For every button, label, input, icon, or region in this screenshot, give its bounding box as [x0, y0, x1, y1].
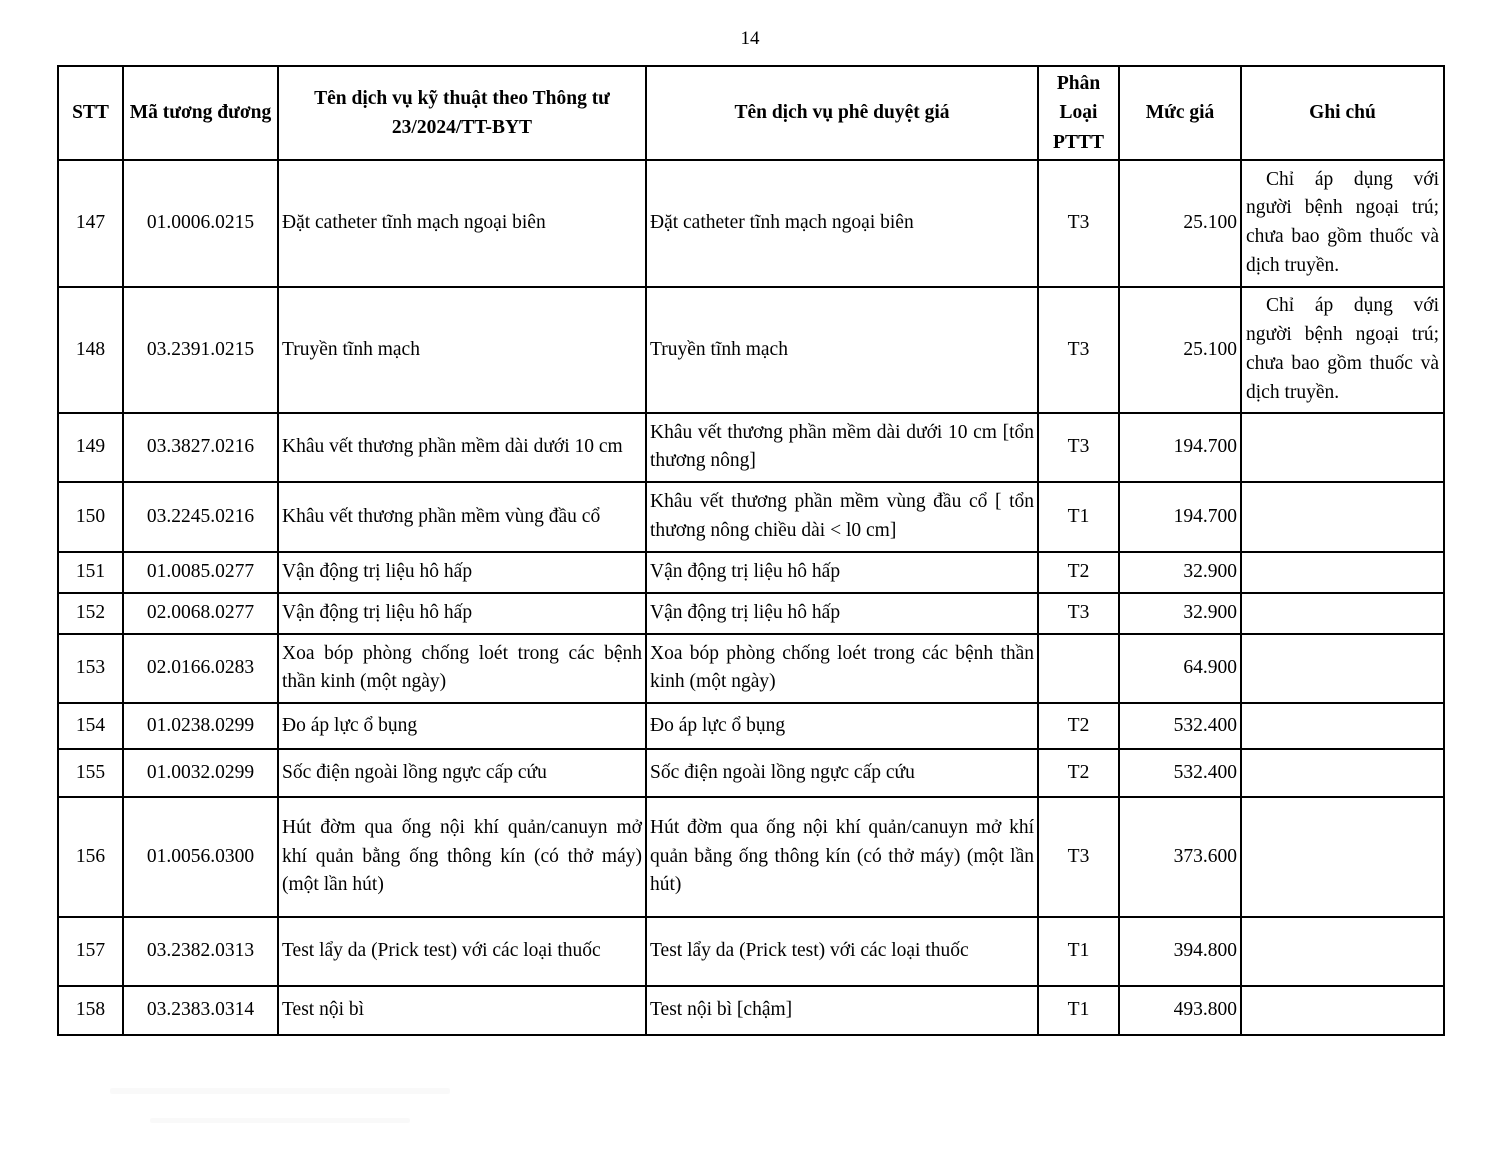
cell-stt: 154	[58, 703, 123, 749]
cell-ghichu	[1241, 749, 1444, 797]
cell-pttt: T2	[1038, 703, 1119, 749]
cell-gia: 493.800	[1119, 986, 1241, 1035]
cell-pttt: T1	[1038, 986, 1119, 1035]
cell-ten-pd: Xoa bóp phòng chống loét trong các bệnh thần kinh (một ngày)	[646, 634, 1038, 703]
table-row	[58, 160, 1444, 287]
cell-pttt: T3	[1038, 287, 1119, 413]
cell-stt: 150	[58, 482, 123, 552]
cell-gia: 32.900	[1119, 593, 1241, 634]
cell-gia: 532.400	[1119, 703, 1241, 749]
column-header-ten-dich-vu-phe-duyet-gia: Tên dịch vụ phê duyệt giá	[646, 66, 1038, 160]
cell-ghichu	[1241, 413, 1444, 482]
cell-ten-pd: Vận động trị liệu hô hấp	[646, 593, 1038, 634]
header-row	[58, 66, 1444, 160]
cell-ten-tt: Test lẩy da (Prick test) với các loại thuốc	[278, 917, 646, 986]
scan-artifact	[150, 1118, 410, 1123]
cell-ten-pd: Test lẩy da (Prick test) với các loại thuốc	[646, 917, 1038, 986]
table-row	[58, 634, 1444, 703]
cell-stt: 158	[58, 986, 123, 1035]
cell-ten-pd: Truyền tĩnh mạch	[646, 287, 1038, 413]
cell-ten-pd: Khâu vết thương phần mềm vùng đầu cổ [ tổn thương nông chiều dài < l0 cm]	[646, 482, 1038, 552]
cell-ten-pd: Khâu vết thương phần mềm dài dưới 10 cm [tổn thương nông]	[646, 413, 1038, 482]
column-header-muc-gia: Mức giá	[1119, 66, 1241, 160]
column-header-ghi-chu: Ghi chú	[1241, 66, 1444, 160]
cell-ten-tt: Test nội bì	[278, 986, 646, 1035]
cell-gia: 25.100	[1119, 160, 1241, 287]
cell-ghichu: Chỉ áp dụng với người bệnh ngoại trú; chưa bao gồm thuốc và dịch truyền.	[1241, 160, 1444, 287]
cell-ten-pd: Vận động trị liệu hô hấp	[646, 552, 1038, 593]
table-row	[58, 413, 1444, 482]
cell-ma: 02.0166.0283	[123, 634, 278, 703]
table-row	[58, 552, 1444, 593]
cell-pttt: T1	[1038, 482, 1119, 552]
cell-ten-tt: Truyền tĩnh mạch	[278, 287, 646, 413]
cell-pttt: T2	[1038, 552, 1119, 593]
cell-pttt: T3	[1038, 160, 1119, 287]
cell-ma: 03.2382.0313	[123, 917, 278, 986]
cell-ten-tt: Khâu vết thương phần mềm vùng đầu cổ	[278, 482, 646, 552]
table-row	[58, 593, 1444, 634]
cell-ten-tt: Đặt catheter tĩnh mạch ngoại biên	[278, 160, 646, 287]
cell-stt: 147	[58, 160, 123, 287]
cell-gia: 532.400	[1119, 749, 1241, 797]
column-header-ten-dich-vu-ky-thuat: Tên dịch vụ kỹ thuật theo Thông tư 23/2024/TT-BYT	[278, 66, 646, 160]
table-row	[58, 287, 1444, 413]
column-header-ma-tuong-duong: Mã tương đương	[123, 66, 278, 160]
cell-ten-tt: Đo áp lực ổ bụng	[278, 703, 646, 749]
cell-ghichu	[1241, 703, 1444, 749]
cell-stt: 151	[58, 552, 123, 593]
cell-gia: 394.800	[1119, 917, 1241, 986]
cell-gia: 194.700	[1119, 482, 1241, 552]
table-row	[58, 749, 1444, 797]
cell-ma: 01.0238.0299	[123, 703, 278, 749]
cell-stt: 149	[58, 413, 123, 482]
cell-ghichu: Chỉ áp dụng với người bệnh ngoại trú; chưa bao gồm thuốc và dịch truyền.	[1241, 287, 1444, 413]
cell-stt: 152	[58, 593, 123, 634]
cell-gia: 25.100	[1119, 287, 1241, 413]
cell-stt: 155	[58, 749, 123, 797]
cell-ma: 01.0006.0215	[123, 160, 278, 287]
cell-ten-tt: Sốc điện ngoài lồng ngực cấp cứu	[278, 749, 646, 797]
cell-stt: 157	[58, 917, 123, 986]
scan-artifact	[110, 1088, 450, 1094]
page-number: 14	[740, 28, 760, 49]
cell-ten-tt: Hút đờm qua ống nội khí quản/canuyn mở khí quản bằng ống thông kín (có thở máy) (một lần hút)	[278, 797, 646, 917]
cell-ten-pd: Đo áp lực ổ bụng	[646, 703, 1038, 749]
cell-ghichu	[1241, 482, 1444, 552]
cell-ma: 03.2245.0216	[123, 482, 278, 552]
cell-ma: 01.0032.0299	[123, 749, 278, 797]
cell-ghichu	[1241, 634, 1444, 703]
table-row	[58, 917, 1444, 986]
cell-ghichu	[1241, 917, 1444, 986]
cell-ten-tt: Khâu vết thương phần mềm dài dưới 10 cm	[278, 413, 646, 482]
cell-ten-pd: Hút đờm qua ống nội khí quản/canuyn mở khí quản bằng ống thông kín (có thở máy) (một lần hút)	[646, 797, 1038, 917]
cell-ma: 01.0085.0277	[123, 552, 278, 593]
cell-gia: 64.900	[1119, 634, 1241, 703]
cell-pttt: T3	[1038, 593, 1119, 634]
cell-ghichu	[1241, 986, 1444, 1035]
table-row	[58, 703, 1444, 749]
cell-ma: 02.0068.0277	[123, 593, 278, 634]
cell-stt: 156	[58, 797, 123, 917]
cell-ghichu	[1241, 593, 1444, 634]
column-header-phan-loai-pttt: Phân Loại PTTT	[1038, 66, 1119, 160]
cell-pttt: T2	[1038, 749, 1119, 797]
cell-ghichu	[1241, 797, 1444, 917]
cell-stt: 148	[58, 287, 123, 413]
table-row	[58, 482, 1444, 552]
cell-ma: 03.2391.0215	[123, 287, 278, 413]
cell-ten-tt: Vận động trị liệu hô hấp	[278, 593, 646, 634]
cell-pttt: T1	[1038, 917, 1119, 986]
cell-ma: 01.0056.0300	[123, 797, 278, 917]
cell-ma: 03.2383.0314	[123, 986, 278, 1035]
cell-ten-pd: Đặt catheter tĩnh mạch ngoại biên	[646, 160, 1038, 287]
cell-gia: 194.700	[1119, 413, 1241, 482]
cell-ten-pd: Sốc điện ngoài lồng ngực cấp cứu	[646, 749, 1038, 797]
price-table	[57, 65, 1445, 1036]
cell-ma: 03.3827.0216	[123, 413, 278, 482]
cell-ghichu	[1241, 552, 1444, 593]
cell-pttt: T3	[1038, 797, 1119, 917]
cell-gia: 373.600	[1119, 797, 1241, 917]
cell-stt: 153	[58, 634, 123, 703]
cell-pttt: T3	[1038, 413, 1119, 482]
cell-ten-tt: Vận động trị liệu hô hấp	[278, 552, 646, 593]
table-row	[58, 986, 1444, 1035]
cell-gia: 32.900	[1119, 552, 1241, 593]
cell-ten-pd: Test nội bì [chậm]	[646, 986, 1038, 1035]
table-row	[58, 797, 1444, 917]
cell-pttt	[1038, 634, 1119, 703]
column-header-stt: STT	[58, 66, 123, 160]
cell-ten-tt: Xoa bóp phòng chống loét trong các bệnh thần kinh (một ngày)	[278, 634, 646, 703]
